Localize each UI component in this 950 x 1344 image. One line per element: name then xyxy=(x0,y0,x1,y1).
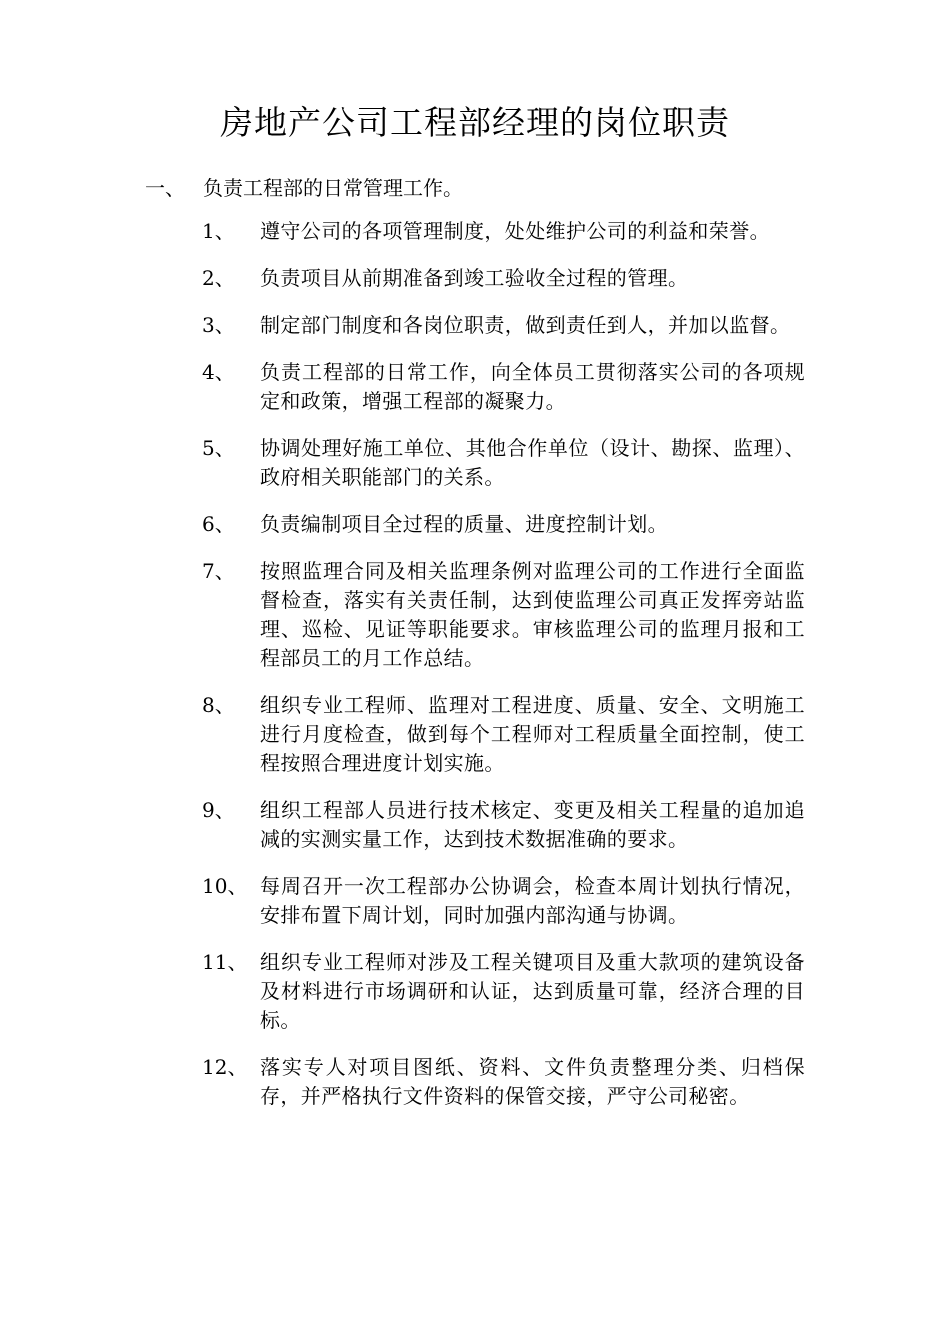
duty-number: 4、 xyxy=(202,360,235,384)
duty-number: 12、 xyxy=(202,1055,248,1079)
duty-text: 负责工程部的日常工作，向全体员工贯彻落实公司的各项规定和政策，增强工程部的凝聚力。 xyxy=(260,360,805,413)
section-number: 一、 xyxy=(145,176,185,200)
duty-item-3 xyxy=(145,311,805,340)
duty-list xyxy=(145,217,805,1111)
duty-item-8 xyxy=(145,691,805,778)
section-heading-text: 负责工程部的日常管理工作。 xyxy=(203,176,463,200)
duty-number: 5、 xyxy=(202,436,235,460)
duty-item-4 xyxy=(145,358,805,416)
duty-number: 10、 xyxy=(202,874,248,898)
duty-number: 8、 xyxy=(202,693,235,717)
duty-item-6 xyxy=(145,510,805,539)
duty-number: 11、 xyxy=(202,950,248,974)
duty-item-1 xyxy=(145,217,805,246)
duty-item-10 xyxy=(145,872,805,930)
duty-text: 遵守公司的各项管理制度，处处维护公司的利益和荣誉。 xyxy=(260,219,770,243)
duty-item-11 xyxy=(145,948,805,1035)
duty-number: 2、 xyxy=(202,266,235,290)
duty-text: 制定部门制度和各岗位职责，做到责任到人，并加以监督。 xyxy=(260,313,791,337)
duty-number: 7、 xyxy=(202,559,235,583)
duty-text: 按照监理合同及相关监理条例对监理公司的工作进行全面监督检查，落实有关责任制，达到使监理公司真正发挥旁站监理、巡检、见证等职能要求。审核监理公司的监理月报和工程部员工的月工作总结。 xyxy=(260,559,805,670)
document-title: 房地产公司工程部经理的岗位职责 xyxy=(220,103,730,142)
duty-text: 负责项目从前期准备到竣工验收全过程的管理。 xyxy=(260,266,689,290)
duty-text: 落实专人对项目图纸、资料、文件负责整理分类、归档保存，并严格执行文件资料的保管交接，严守公司秘密。 xyxy=(260,1055,805,1108)
duty-number: 9、 xyxy=(202,798,235,822)
duty-text: 组织专业工程师对涉及工程关键项目及重大款项的建筑设备及材料进行市场调研和认证，达到质量可靠，经济合理的目标。 xyxy=(260,950,805,1032)
duty-item-5 xyxy=(145,434,805,492)
duty-number: 1、 xyxy=(202,219,235,243)
duty-item-2 xyxy=(145,264,805,293)
duty-text: 每周召开一次工程部办公协调会，检查本周计划执行情况，安排布置下周计划，同时加强内部沟通与协调。 xyxy=(260,874,805,927)
duty-item-12 xyxy=(145,1053,805,1111)
duty-number: 6、 xyxy=(202,512,235,536)
duty-text: 组织工程部人员进行技术核定、变更及相关工程量的追加追减的实测实量工作，达到技术数据准确的要求。 xyxy=(260,798,805,851)
duty-item-7 xyxy=(145,557,805,673)
section-one xyxy=(145,173,805,1129)
duty-text: 协调处理好施工单位、其他合作单位（设计、勘探、监理）、政府相关职能部门的关系。 xyxy=(260,436,805,489)
duty-item-9 xyxy=(145,796,805,854)
duty-number: 3、 xyxy=(202,313,235,337)
duty-text: 组织专业工程师、监理对工程进度、质量、安全、文明施工进行月度检查，做到每个工程师对工程质量全面控制，使工程按照合理进度计划实施。 xyxy=(260,693,805,775)
duty-text: 负责编制项目全过程的质量、进度控制计划。 xyxy=(260,512,668,536)
section-heading xyxy=(145,173,805,203)
